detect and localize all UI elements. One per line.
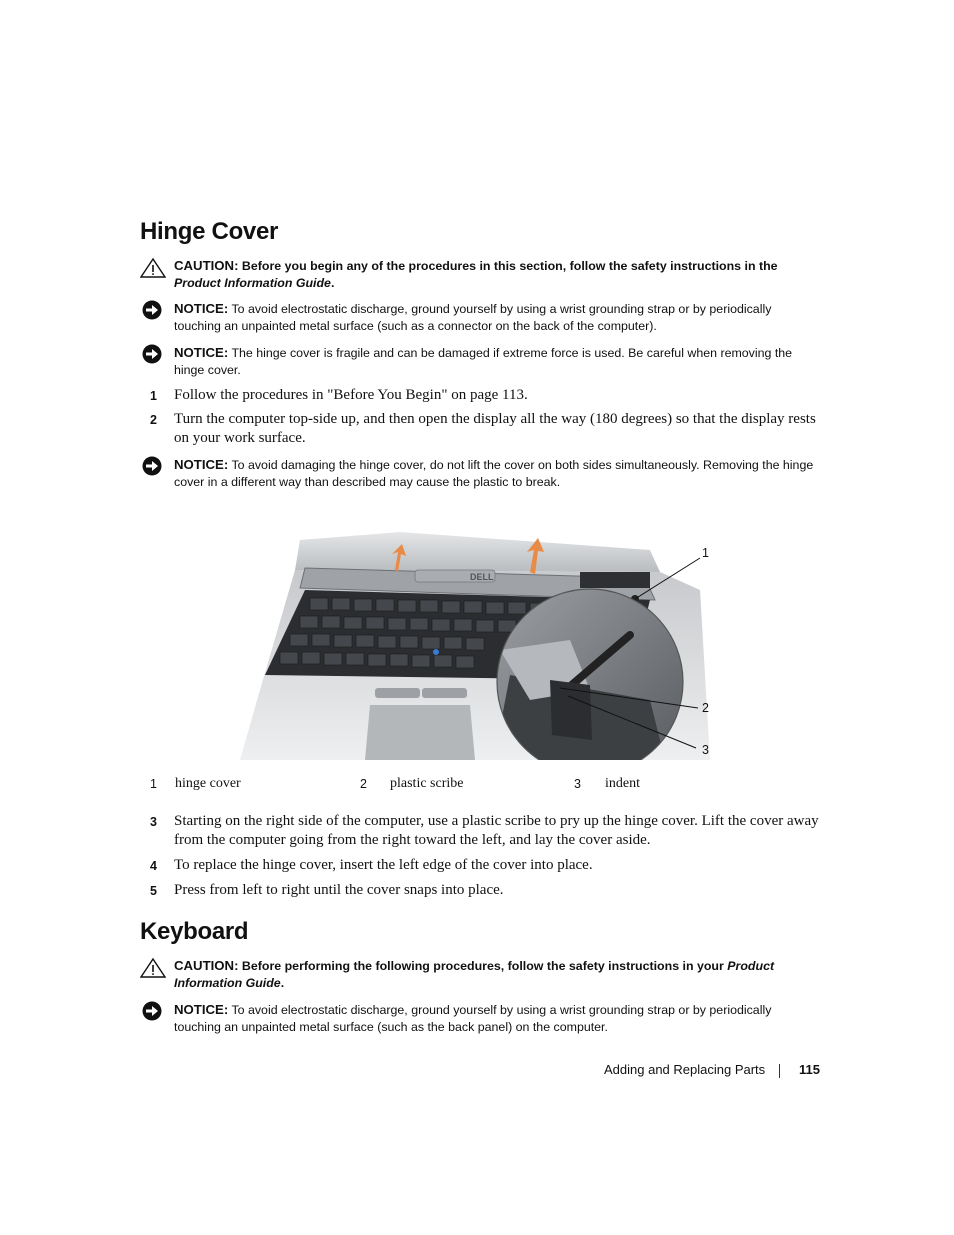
notice-text: To avoid damaging the hinge cover, do not lift the cover on both sides simultaneously. Removing the hinge cover in a different way than described may cause the plastic to break. [174,458,814,489]
step-number: 5 [150,884,157,898]
footer-section-name: Adding and Replacing Parts [604,1062,766,1077]
caution-icon [140,957,166,979]
notice-icon [140,1001,166,1023]
step-text: Turn the computer top-side up, and then open the display all the way (180 degrees) so that the display rests on your work surface. [174,411,816,446]
step-text: Press from left to right until the cover snaps into place. [174,882,504,898]
step-number: 2 [150,413,157,427]
step-text: Follow the procedures in "Before You Begin" on page 113. [174,387,528,403]
notice-text: The hinge cover is fragile and can be damaged if extreme force is used. Be careful when removing the hinge cover. [174,346,793,377]
caution-icon [140,257,166,279]
hinge-right-end [580,572,650,588]
notice-label: NOTICE: [174,1002,229,1017]
notice-hinge-fragile [140,344,820,379]
notice-label: NOTICE: [174,345,229,360]
step-text: Starting on the right side of the computer, use a plastic scribe to pry up the hinge cover. Lift the cover away from the computer going from the right toward the left, and lay the cover aside. [174,813,819,848]
step-number: 4 [150,859,157,873]
caution-text: Before performing the following procedures, follow the safety instructions in your [241,959,728,973]
notice-icon [140,344,166,366]
step-number: 1 [150,389,157,403]
caution-italic: Product Information Guide [174,959,775,990]
step-item [150,386,820,405]
notice-text: To avoid electrostatic discharge, ground yourself by using a wrist grounding strap or by periodically touching an unpainted metal surface (such as the back panel) on the computer. [174,1003,772,1034]
step-number: 3 [150,815,157,829]
notice-label: NOTICE: [174,457,229,472]
caution-label: CAUTION: [174,258,239,273]
step-item [150,856,820,875]
step-text: To replace the hinge cover, insert the left edge of the cover into place. [174,857,593,873]
caution-keyboard [140,957,820,992]
pointing-stick [433,649,439,655]
caution-text: Before you begin any of the procedures in this section, follow the safety instructions in the [241,259,778,273]
display-lid [295,532,660,572]
legend-number: 1 [150,777,157,791]
legend-label: hinge cover [175,776,241,791]
dell-logo: DELL [470,572,494,582]
page-title-hinge-cover: Hinge Cover [140,218,279,245]
callout-2: 2 [702,701,709,715]
caution-end: . [280,976,285,990]
notice-keyboard-esd [140,1001,820,1036]
touchpad-button-left [375,688,420,698]
notice-icon [140,456,166,478]
caution-label: CAUTION: [174,958,239,973]
page-number: 115 [799,1062,820,1077]
caution-end: . [330,276,335,290]
footer-divider [779,1064,780,1078]
legend-number: 2 [360,777,367,791]
notice-label: NOTICE: [174,301,229,316]
legend-label: plastic scribe [390,776,464,791]
callout-3: 3 [702,743,709,757]
legend-label: indent [605,776,640,791]
touchpad-button-right [422,688,467,698]
caution-hinge [140,257,820,292]
hinge-cover-illustration [230,510,730,760]
step-item [150,812,820,850]
step-item [150,410,820,448]
notice-icon [140,300,166,322]
callout-1: 1 [702,546,709,560]
notice-hinge-esd [140,300,820,335]
step-item [150,881,820,900]
caution-italic: Product Information Guide [174,276,331,290]
notice-hinge-damage [140,456,820,491]
touchpad [365,705,475,760]
notice-text: To avoid electrostatic discharge, ground yourself by using a wrist grounding strap or by periodically touching an unpainted metal surface (such as a connector on the back of the computer). [174,302,772,333]
page-title-keyboard: Keyboard [140,918,249,945]
legend-number: 3 [574,777,581,791]
